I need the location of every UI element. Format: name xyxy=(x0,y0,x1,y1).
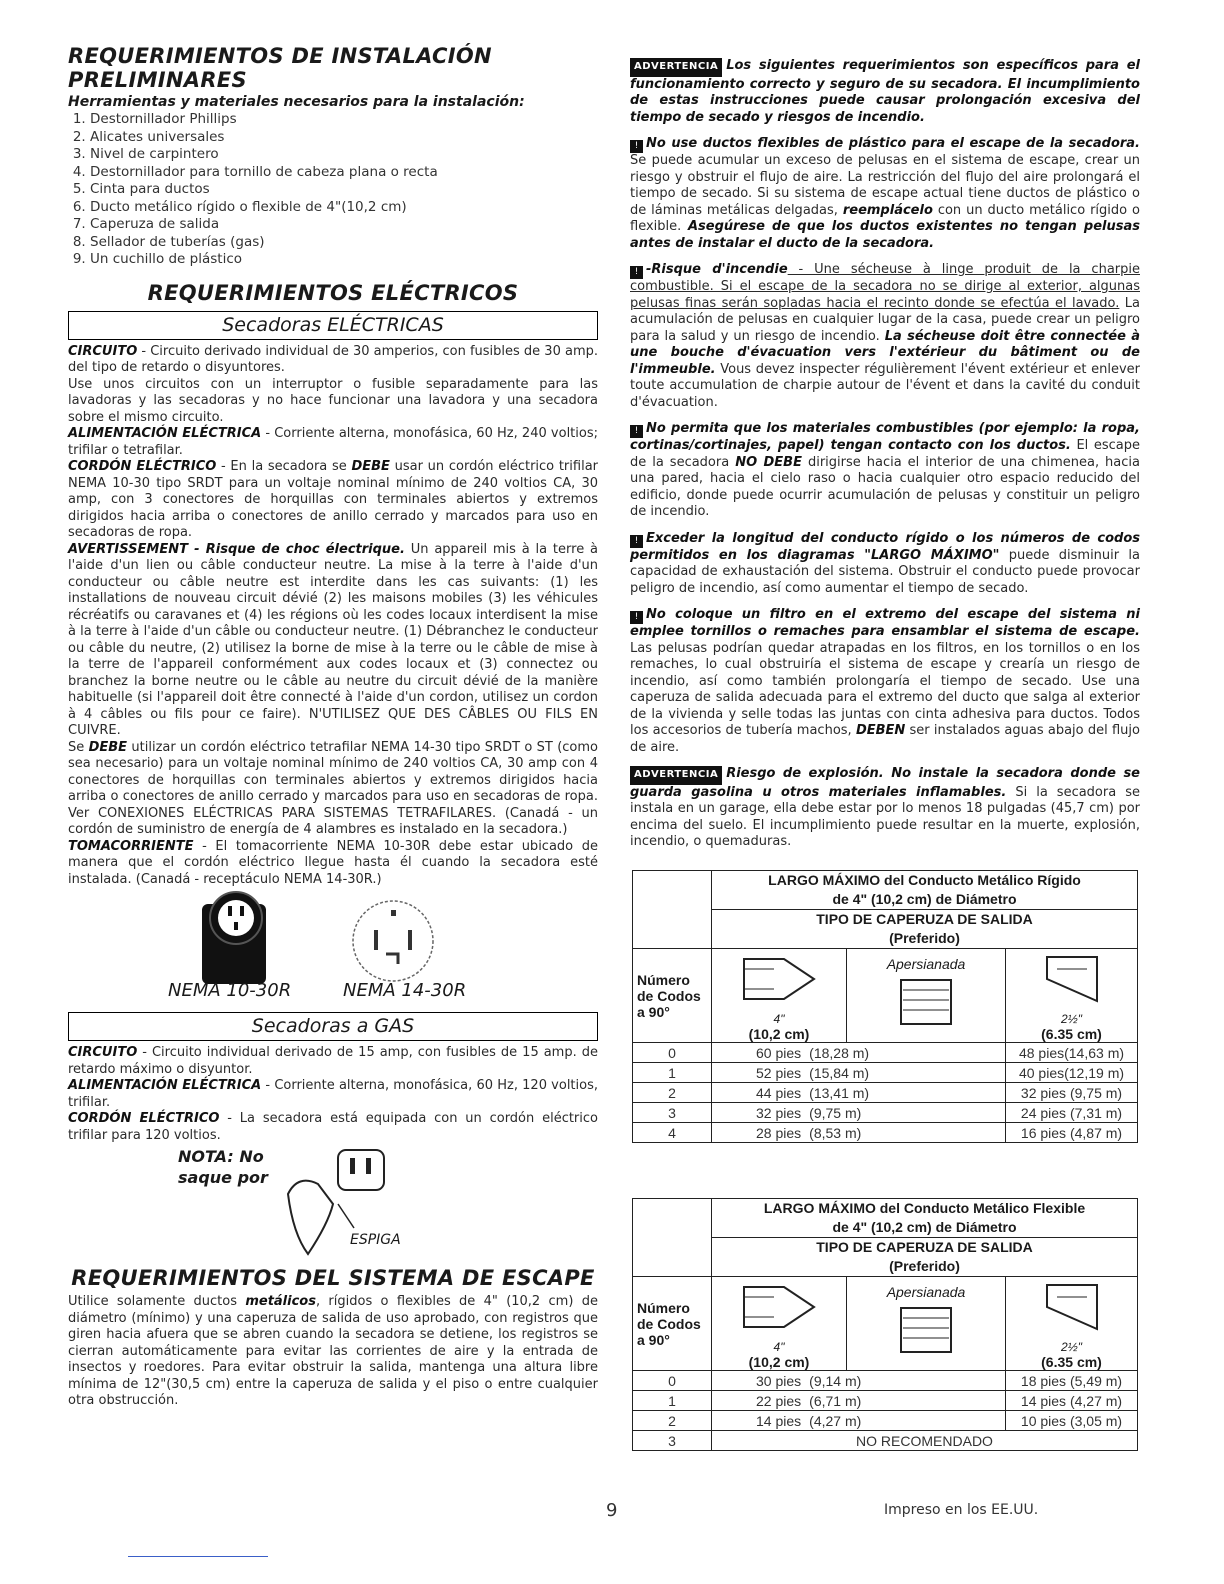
warning-icon: ! xyxy=(630,425,643,438)
list-item: 8. Sellador de tuberías (gas) xyxy=(90,234,598,252)
fire-risk-paragraph: ! -Risque d'incendie - Une sécheuse à linge produit de la charpie combustible. Si el escape de la secadora no se dirige al exterior, algunas pelusas finas serán sopladas hacia el recinto donde se efectúa el lavado. La acumulación de pelusas en cualquier lugar de la casa, puede crear un peligro para la salud y un riesgo de incendio. La sécheuse doit être connectée à une bouche d'évacuation vers l'extérieur du bâtiment ou de l'immeuble. Vous devez inspecter régulièrement l'évent extérieur et enlever toute accumulation de charpie autour de l'évent et dans la cavité du conduit d'évacuation. xyxy=(630,262,1141,410)
table-row: 1 22 pies (6,71 m) 14 pies (4,27 m) xyxy=(633,1391,1138,1411)
exhaust-title: REQUERIMIENTOS DEL SISTEMA DE ESCAPE xyxy=(71,1266,595,1290)
warning-icon: ! xyxy=(630,611,643,624)
table-row: 3 NO RECOMENDADO xyxy=(633,1431,1138,1451)
nema-1030-label: NEMA 10-30R xyxy=(168,980,292,1001)
warning-tag: ADVERTENCIA xyxy=(630,58,722,77)
plug-label: ESPIGA xyxy=(350,1232,401,1248)
louvered-hood-icon xyxy=(871,972,981,1032)
warning-icon: ! xyxy=(630,266,643,279)
left-column xyxy=(68,44,598,1410)
outlet-figures xyxy=(68,888,598,1001)
warning-tag: ADVERTENCIA xyxy=(630,766,722,785)
page-number: 9 xyxy=(606,1500,618,1521)
list-item: 7. Caperuza de salida xyxy=(90,216,598,234)
explosion-paragraph: ADVERTENCIA Riesgo de explosión. No instale la secadora donde se guarda gasolina u otros materiales inflamables. Si la secadora se instala en un garage, ella debe estar por lo menos 18 pulgadas (45,7 cm) por encima del suelo. El incumplimiento puede resultar en la muerte, explosión, incendio, o quemaduras. xyxy=(630,766,1140,849)
warning-icon: ! xyxy=(630,535,643,548)
four-wire-paragraph: Se DEBE utilizar un cordón eléctrico tetrafilar NEMA 14-30 tipo SRDT o ST (como sea necesario) para un voltaje nominal mínimo de 240 voltios CA, 30 amp con 4 conectores de horquillas con terminales abiertos y extremos dirigidos hacia arriba o conectores de anillo cerrado y marcados para uso en secadoras de ropa. Ver CONEXIONES ELÉCTRICAS PARA SISTEMAS TETRAFILARES. (Canadá - un cordón de suministro de energía de 4 alambres es instalado en la secadora.) xyxy=(68,739,598,837)
nema-1430-label: NEMA 14-30R xyxy=(343,980,467,1001)
table-row: 0 30 pies (9,14 m) 18 pies (5,49 m) xyxy=(633,1371,1138,1391)
small-hood-cell: 2½" (6.35 cm) xyxy=(1006,949,1138,1043)
elbows-label: Número de Codos a 90° xyxy=(633,949,712,1043)
duct-hood-icon xyxy=(724,1277,834,1337)
list-item: 5. Cinta para ductos xyxy=(90,181,598,199)
list-item: 1. Destornillador Phillips xyxy=(90,111,598,129)
avertissement-paragraph: AVERTISSEMENT - Risque de choc électrique. Un appareil mis à la terre à l'aide d'un lien ou câble conducteur neutre. La mise à la terre à l'aide d'un conducteur ou câble neutre est interdite dans les cas suivants: (1) les installations de nouveau circuit dévié (2) les maisons mobiles (3) les véhicules récréatifs ou caravanes et (4) les régions où les codes locaux interdisent la mise à la terre à l'aide d'un câble ou conducteur neutre. (1) Débranchez le conducteur ou câble du neutre, (2) utilisez la borne de mise à la terre ou le câble de mise à la terre de l'appareil conformément aux codes locaux et (3) connectez ou branchez la borne neutre ou le câble au neutre du circuit dévié de la manière habituelle (si l'appareil doit être connecté à l'aide d'un cordon, utilisez un cordon à 4 câbles ou fils pour ce faire). N'UTILISEZ QUE DES CÂBLES OU FILS EN CUIVRE. xyxy=(68,541,598,738)
circuit-paragraph: CIRCUITO - Circuito derivado individual de 30 amperios, con fusibles de 30 amp. del tipo de retardo o disyuntores. xyxy=(68,343,598,375)
use-paragraph: Use unos circuitos con un interruptor o fusible separadamente para las lavadoras y las secadoras y no hace funcionar una lavadora y una secadora sobre el mismo circuito. xyxy=(68,376,598,425)
list-item: 3. Nivel de carpintero xyxy=(90,146,598,164)
table-row: 1 52 pies (15,84 m) 40 pies(12,19 m) xyxy=(633,1063,1138,1083)
gas-circuit-paragraph: CIRCUITO - Circuito individual derivado de 15 amp, con fusibles de 15 amp. de retardo máximo o disyuntor. xyxy=(68,1045,598,1077)
hood-cell: 4" (10,2 cm) xyxy=(712,1277,847,1371)
duct-hood-icon xyxy=(724,949,834,1009)
no-filter-paragraph: ! No coloque un filtro en el extremo del escape del sistema ni emplee tornillos o remaches para ensamblar el sistema de escape. Las pelusas podrían quedar atrapadas en los filtros, en los tornillos o en los remaches, lo cual obstruiría el sistema de escape y crearía un riesgo de incendio, así como también prolongaría el tiempo de secado. Use una caperuza de salida adecuada para el extremo del ducto que salga al exterior de la vivienda y selle todas las juntas con cinta adhesiva para ductos. Todos los accesorios de tubería machos, DEBEN ser instalados aguas abajo del flujo de aire. xyxy=(630,607,1140,755)
list-item: 6. Ducto metálico rígido o flexible de 4"(10,2 cm) xyxy=(90,199,598,217)
table-cap-type: TIPO DE CAPERUZA DE SALIDA (Preferido) xyxy=(712,1238,1138,1277)
elbows-label: Número de Codos a 90° xyxy=(633,1277,712,1371)
table-row: 4 28 pies (8,53 m) 16 pies (4,87 m) xyxy=(633,1123,1138,1143)
gas-dryers-box: Secadoras a GAS xyxy=(68,1012,598,1041)
damper-hood-icon xyxy=(1017,1277,1127,1337)
hood-cell: 4" (10,2 cm) xyxy=(712,949,847,1043)
combustibles-paragraph: ! No permita que los materiales combustibles (por ejemplo: la ropa, cortinas/cortinajes, papel) tengan contacto con los ductos. El escape de la secadora NO DEBE dirigirse hacia el interior de una chimenea, hacia una pared, hacia el cielo raso o hacia cualquier otro espacio reducido del edificio, donde puede ocurrir acumulación de pelusas y constituir un peligro de incendio. xyxy=(630,421,1140,519)
list-item: 9. Un cuchillo de plástico xyxy=(90,251,598,269)
warning-icon: ! xyxy=(630,140,643,153)
table-title: LARGO MÁXIMO del Conducto Metálico Rígido de 4" (10,2 cm) de Diámetro xyxy=(712,871,1138,910)
table-cap-type: TIPO DE CAPERUZA DE SALIDA (Preferido) xyxy=(712,910,1138,949)
plug-figure xyxy=(68,1144,598,1262)
gas-cord-paragraph: CORDÓN ELÉCTRICO - La secadora está equipada con un cordón eléctrico trifilar para 120 voltios. xyxy=(68,1111,598,1143)
electric-dryers-box: Secadoras ELÉCTRICAS xyxy=(68,311,598,340)
electrical-title: REQUERIMIENTOS ELÉCTRICOS xyxy=(147,280,519,305)
damper-hood-icon xyxy=(1017,949,1127,1009)
small-hood-cell: 2½" (6.35 cm) xyxy=(1006,1277,1138,1371)
louvered-cell: Apersianada xyxy=(847,1277,1006,1371)
no-plastic-paragraph: ! No use ductos flexibles de plástico para el escape de la secadora. Se puede acumular un exceso de pelusas en el sistema de escape, crear un riesgo y obstruir el flujo de aire. La restricción del flujo del aire prolongará el tiempo de secado. Si su sistema de escape actual tiene ductos de plástico o de láminas metálicas delgadas, reemplácelo con un ducto metálico rígido o flexible. Asegúrese de que los ductos existentes no tengan pelusas antes de instalar el ducto de la secadora. xyxy=(630,136,1140,251)
tools-heading: Herramientas y materiales necesarios para la instalación: xyxy=(68,94,525,110)
tools-list xyxy=(68,111,598,269)
list-item: 2. Alicates universales xyxy=(90,129,598,147)
table-row: 2 44 pies (13,41 m) 32 pies (9,75 m) xyxy=(633,1083,1138,1103)
circuit-label: CIRCUITO xyxy=(68,343,138,359)
outlet-paragraph: TOMACORRIENTE - El tomacorriente NEMA 10-30R debe estar ubicado de manera que el cordón eléctrico llegue hasta él cuando la secadora esté instalada. (Canadá - receptáculo NEMA 14-30R.) xyxy=(68,838,598,887)
rigid-duct-table xyxy=(632,870,1138,1143)
louvered-hood-icon xyxy=(871,1300,981,1360)
table-row: 2 14 pies (4,27 m) 10 pies (3,05 m) xyxy=(633,1411,1138,1431)
nema-10-30r-outlet-icon xyxy=(198,890,274,986)
list-item: 4. Destornillador para tornillo de cabeza plana o recta xyxy=(90,164,598,182)
exhaust-paragraph: Utilice solamente ductos metálicos, rígidos o flexibles de 4" (10,2 cm) de diámetro (mínimo) y una caperuza de salida de uso aprobado, con registros que giren hacia afuera que se abren cuando la secadora se detiene, los registros se cierran automáticamente para evitar las corrientes de aire y la entrada de insectos y roedores. Para evitar obstruir la salida, mantenga una altura libre mínima de 12"(30,5 cm) entre la caperuza de salida y el piso o entre cualquier otra obstrucción. xyxy=(68,1294,598,1408)
table-row: 0 60 pies (18,28 m) 48 pies(14,63 m) xyxy=(633,1043,1138,1063)
max-length-paragraph: ! Exceder la longitud del conducto rígido o los números de codos permitidos en los diagramas "LARGO MÁXIMO" puede disminuir la capacidad de exhaustación del sistema. Obstruir el conducto puede provocar peligro de incendio, así como aumentar el tiempo de secado. xyxy=(630,530,1140,596)
right-column xyxy=(630,58,1140,861)
note-text: NOTA: No saque por xyxy=(178,1147,268,1187)
power-paragraph: ALIMENTACIÓN ELÉCTRICA - Corriente alterna, monofásica, 60 Hz, 240 voltios; trifilar o tetrafilar. xyxy=(68,426,598,458)
cord-paragraph: CORDÓN ELÉCTRICO - En la secadora se DEBE usar un cordón eléctrico trifilar NEMA 10-30 tipo SRDT para un voltaje nominal mínimo de 240 voltios CA, 30 amp, con 3 conectores de horquillas con terminales abiertos y extremos dirigidos hacia arriba o conectores de anillo cerrado y marcados para uso en secadoras de ropa. xyxy=(68,459,599,540)
warning-intro: ADVERTENCIA Los siguientes requerimientos son específicos para el funcionamiento correcto y seguro de su secadora. El incumplimiento de estas instrucciones puede causar prolongación excesiva del tiempo de secado y riesgos de incendio. xyxy=(630,58,1140,125)
table-title: LARGO MÁXIMO del Conducto Metálico Flexible de 4" (10,2 cm) de Diámetro xyxy=(712,1199,1138,1238)
printed-in: Impreso en los EE.UU. xyxy=(884,1502,1039,1518)
louvered-cell: Apersianada xyxy=(847,949,1006,1043)
nema-14-30r-outlet-icon xyxy=(348,896,438,986)
footer-rule xyxy=(128,1556,268,1557)
flexible-duct-table xyxy=(632,1198,1138,1451)
prelim-title: REQUERIMIENTOS DE INSTALACIÓN PRELIMINARES xyxy=(68,44,492,92)
table-row: 3 32 pies (9,75 m) 24 pies (7,31 m) xyxy=(633,1103,1138,1123)
gas-power-paragraph: ALIMENTACIÓN ELÉCTRICA - Corriente alterna, monofásica, 60 Hz, 120 voltios, trifilar. xyxy=(68,1078,598,1110)
